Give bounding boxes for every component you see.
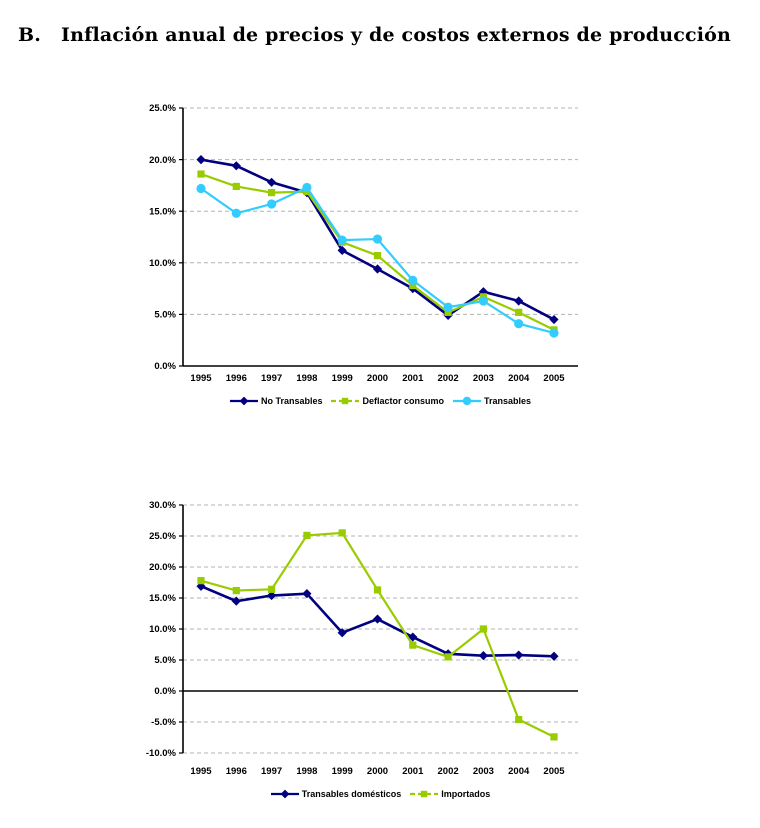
- marker-square: [374, 586, 381, 593]
- legend-marker-circle-icon: [453, 396, 481, 406]
- line-chart-costos: [135, 490, 595, 785]
- marker-square: [339, 529, 346, 536]
- chart1-legend: [183, 396, 578, 406]
- legend-label: Deflactor consumo: [362, 396, 444, 406]
- y-tick-label: 20.0%: [149, 154, 176, 166]
- x-tick-label: 2005: [543, 373, 565, 384]
- x-tick-label: 1998: [296, 373, 318, 384]
- x-tick-label: 2000: [366, 766, 389, 777]
- x-tick-label: 2000: [366, 373, 389, 384]
- x-tick-label: 2003: [472, 766, 494, 777]
- x-tick-label: 2002: [437, 766, 459, 777]
- legend-marker-square-icon: [410, 789, 438, 799]
- legend-item-deflactor-consumo: [331, 396, 444, 406]
- marker-circle: [479, 296, 488, 305]
- marker-circle: [514, 319, 523, 328]
- x-tick-label: 2004: [508, 373, 530, 384]
- legend-marker-diamond-icon: [271, 789, 299, 799]
- x-tick-label: 1999: [331, 373, 353, 384]
- x-tick-label: 1996: [225, 373, 247, 384]
- marker-square: [515, 716, 522, 723]
- section-title: Inflación anual de precios y de costos externos de producción: [61, 24, 732, 46]
- legend-label: Transables: [484, 396, 532, 406]
- marker-square: [409, 642, 416, 649]
- legend-label: No Transables: [260, 396, 323, 406]
- x-tick-label: 1995: [190, 766, 212, 777]
- chart-inflacion-precios: [135, 95, 595, 425]
- legend-marker-square-icon: [331, 396, 359, 406]
- chart-costos-externos: [135, 490, 595, 815]
- marker-circle: [444, 303, 453, 312]
- section-heading: [18, 24, 738, 46]
- legend-square: [342, 398, 348, 404]
- series-deflactor-consumo: [197, 170, 557, 333]
- series-transables: [196, 183, 558, 338]
- marker-circle: [408, 276, 417, 285]
- legend-diamond: [280, 790, 289, 799]
- x-tick-label: 2001: [402, 766, 424, 777]
- legend-marker-diamond-icon: [230, 396, 258, 406]
- marker-diamond: [514, 296, 523, 305]
- marker-square: [233, 587, 240, 594]
- legend-item-importados: [410, 789, 490, 799]
- marker-circle: [267, 199, 276, 208]
- marker-circle: [338, 235, 347, 244]
- marker-diamond: [549, 315, 558, 324]
- x-tick-label: 2005: [543, 766, 565, 777]
- y-tick-label: 0.0%: [154, 361, 176, 373]
- marker-diamond: [232, 161, 241, 170]
- marker-circle: [196, 184, 205, 193]
- legend-item-no-transables: [230, 396, 323, 406]
- marker-circle: [232, 209, 241, 218]
- y-tick-label: -5.0%: [151, 717, 176, 729]
- marker-square: [303, 532, 310, 539]
- marker-circle: [549, 328, 558, 337]
- x-tick-label: 1997: [261, 373, 283, 384]
- legend-circle: [463, 397, 471, 405]
- marker-square: [233, 183, 240, 190]
- marker-diamond: [196, 155, 205, 164]
- x-tick-label: 2001: [402, 373, 424, 384]
- series-line: [201, 174, 554, 330]
- x-tick-label: 2004: [508, 766, 530, 777]
- series-line: [201, 187, 554, 333]
- y-tick-label: 5.0%: [154, 655, 176, 667]
- y-tick-label: 20.0%: [149, 562, 176, 574]
- y-tick-label: 0.0%: [154, 686, 176, 698]
- x-tick-label: 2002: [437, 373, 459, 384]
- y-tick-label: -10.0%: [145, 748, 176, 760]
- marker-diamond: [514, 650, 523, 659]
- marker-square: [515, 309, 522, 316]
- legend-item-transables-domesticos: [271, 789, 402, 799]
- marker-square: [480, 625, 487, 632]
- marker-square: [197, 170, 204, 177]
- marker-circle: [302, 183, 311, 192]
- legend-item-transables: [453, 396, 531, 406]
- marker-square: [445, 653, 452, 660]
- series-line: [201, 533, 554, 737]
- marker-square: [374, 252, 381, 259]
- marker-square: [268, 189, 275, 196]
- chart2-legend: [183, 789, 578, 799]
- x-tick-label: 1998: [296, 766, 318, 777]
- y-tick-label: 10.0%: [149, 258, 176, 269]
- marker-diamond: [373, 614, 382, 623]
- y-tick-label: 25.0%: [149, 531, 176, 543]
- marker-square: [268, 586, 275, 593]
- x-tick-label: 1996: [225, 766, 247, 777]
- series-importados: [197, 529, 557, 740]
- x-tick-label: 1995: [190, 373, 212, 384]
- legend-diamond: [240, 397, 249, 406]
- marker-diamond: [479, 651, 488, 660]
- marker-diamond: [267, 178, 276, 187]
- y-tick-label: 5.0%: [154, 309, 176, 321]
- legend-label: Transables domésticos: [301, 789, 402, 799]
- section-label: B.: [18, 24, 42, 46]
- legend-square: [421, 791, 427, 797]
- y-tick-label: 25.0%: [149, 103, 176, 115]
- y-tick-label: 15.0%: [149, 593, 176, 605]
- legend-label: Importados: [441, 789, 491, 799]
- x-tick-label: 1997: [261, 766, 283, 777]
- marker-square: [197, 577, 204, 584]
- marker-circle: [373, 234, 382, 243]
- line-chart-precios: [135, 95, 595, 395]
- y-tick-label: 30.0%: [149, 500, 176, 512]
- y-tick-label: 10.0%: [149, 624, 176, 636]
- x-tick-label: 2003: [472, 373, 494, 384]
- x-tick-label: 1999: [331, 766, 353, 777]
- marker-square: [550, 733, 557, 740]
- y-tick-label: 15.0%: [149, 206, 176, 218]
